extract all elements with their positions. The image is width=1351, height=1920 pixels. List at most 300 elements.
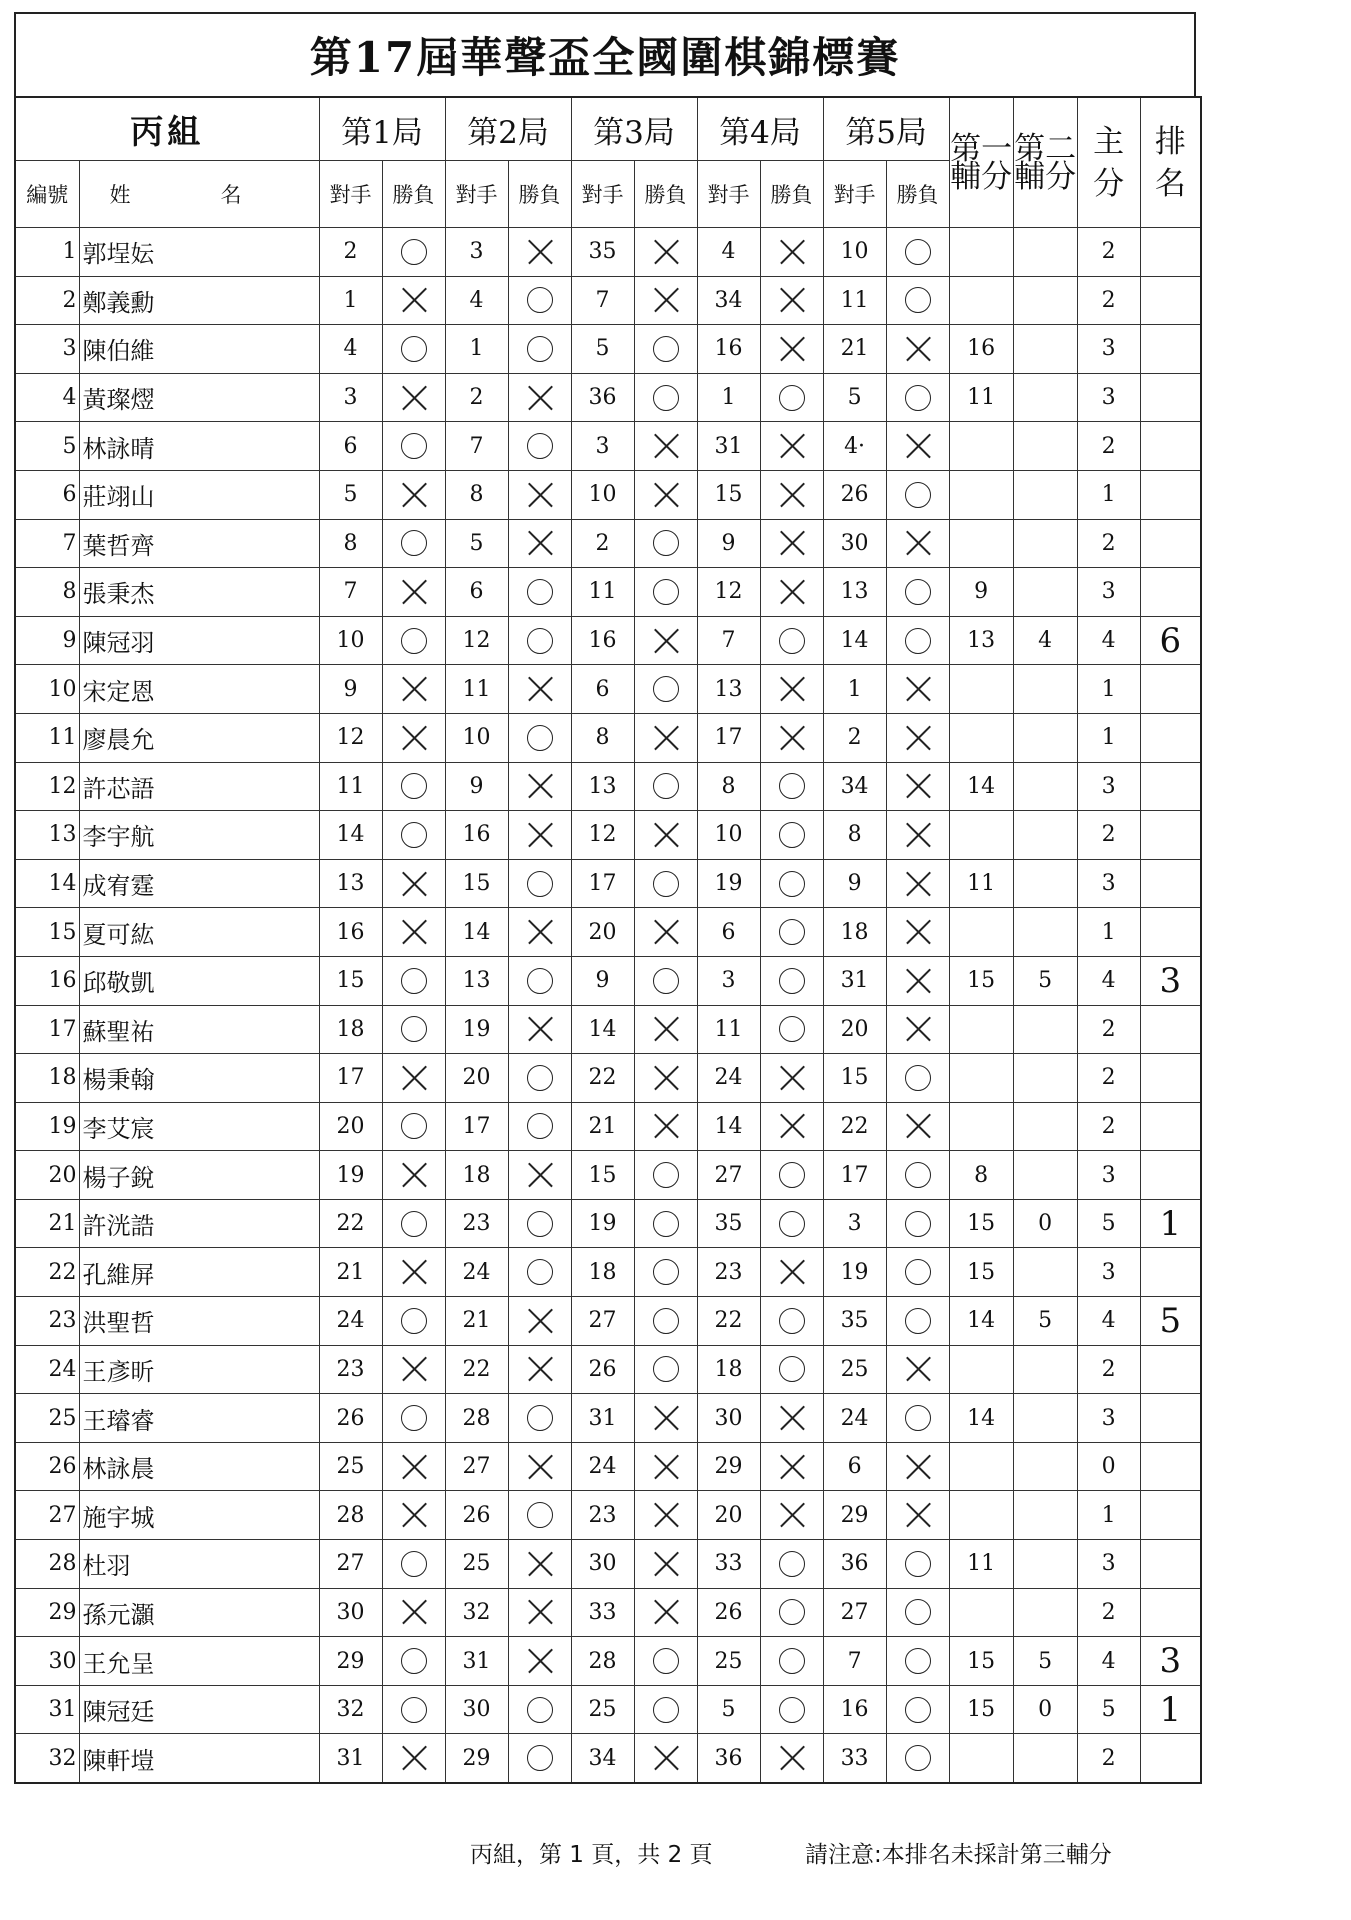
opponent-number: 26 bbox=[319, 1394, 382, 1443]
opponent-number: 31 bbox=[823, 956, 886, 1005]
loss-mark bbox=[760, 713, 823, 762]
tiebreak-1: 16 bbox=[949, 325, 1013, 374]
circle-icon bbox=[905, 1551, 931, 1577]
opponent-number: 26 bbox=[571, 1345, 634, 1394]
win-mark bbox=[760, 859, 823, 908]
circle-icon bbox=[401, 1405, 427, 1431]
circle-icon bbox=[779, 1697, 805, 1723]
win-mark bbox=[634, 1345, 697, 1394]
win-mark bbox=[886, 1297, 949, 1346]
cross-icon bbox=[778, 1404, 806, 1432]
opponent-number: 29 bbox=[445, 1734, 508, 1783]
player-number: 14 bbox=[15, 859, 79, 908]
loss-mark bbox=[508, 1297, 571, 1346]
win-mark bbox=[886, 1685, 949, 1734]
opponent-number: 24 bbox=[319, 1297, 382, 1346]
win-mark bbox=[760, 762, 823, 811]
loss-mark bbox=[886, 762, 949, 811]
table-row bbox=[15, 1442, 1201, 1491]
circle-icon bbox=[779, 871, 805, 897]
opponent-number: 18 bbox=[823, 908, 886, 957]
opponent-number: 13 bbox=[319, 859, 382, 908]
loss-mark bbox=[634, 228, 697, 277]
cross-icon bbox=[904, 335, 932, 363]
opponent-header: 對手 bbox=[319, 161, 382, 228]
cross-icon bbox=[778, 1064, 806, 1092]
opponent-number: 13 bbox=[823, 568, 886, 617]
circle-icon bbox=[779, 968, 805, 994]
opponent-number: 33 bbox=[571, 1588, 634, 1637]
opponent-number: 6 bbox=[571, 665, 634, 714]
circle-icon bbox=[905, 385, 931, 411]
opponent-number: 10 bbox=[445, 713, 508, 762]
cross-icon bbox=[778, 432, 806, 460]
opponent-number: 15 bbox=[571, 1151, 634, 1200]
opponent-number: 6 bbox=[319, 422, 382, 471]
cross-icon bbox=[652, 481, 680, 509]
circle-icon bbox=[401, 822, 427, 848]
player-number: 12 bbox=[15, 762, 79, 811]
circle-icon bbox=[527, 968, 553, 994]
player-number: 3 bbox=[15, 325, 79, 374]
loss-mark bbox=[886, 811, 949, 860]
header-row-1 bbox=[15, 97, 1201, 161]
loss-mark bbox=[760, 1442, 823, 1491]
main-score: 1 bbox=[1077, 908, 1140, 957]
opponent-number: 16 bbox=[571, 616, 634, 665]
circle-icon bbox=[779, 1308, 805, 1334]
tiebreak-1 bbox=[949, 811, 1013, 860]
table-row bbox=[15, 811, 1201, 860]
table-row bbox=[15, 1734, 1201, 1783]
rank-header: 排 名 bbox=[1140, 97, 1201, 228]
tiebreak-1: 15 bbox=[949, 1199, 1013, 1248]
opponent-number: 24 bbox=[697, 1054, 760, 1103]
win-mark bbox=[382, 1685, 445, 1734]
cross-icon bbox=[526, 1015, 554, 1043]
tiebreak-2 bbox=[1013, 373, 1077, 422]
opponent-number: 11 bbox=[319, 762, 382, 811]
cross-icon bbox=[526, 1453, 554, 1481]
opponent-number: 14 bbox=[445, 908, 508, 957]
main-score: 2 bbox=[1077, 1734, 1140, 1783]
main-score: 2 bbox=[1077, 276, 1140, 325]
result-header: 勝負 bbox=[382, 161, 445, 228]
loss-mark bbox=[760, 1734, 823, 1783]
player-number: 10 bbox=[15, 665, 79, 714]
cross-icon bbox=[400, 1258, 428, 1286]
player-number: 11 bbox=[15, 713, 79, 762]
win-mark bbox=[634, 1297, 697, 1346]
win-mark bbox=[634, 519, 697, 568]
cross-icon bbox=[778, 481, 806, 509]
tiebreak-2 bbox=[1013, 713, 1077, 762]
opponent-number: 22 bbox=[823, 1102, 886, 1151]
win-mark bbox=[382, 1199, 445, 1248]
win-mark bbox=[508, 859, 571, 908]
table-row bbox=[15, 470, 1201, 519]
opponent-number: 1 bbox=[319, 276, 382, 325]
circle-icon bbox=[779, 1162, 805, 1188]
player-name: 王彥昕 bbox=[79, 1345, 319, 1394]
cross-icon bbox=[904, 675, 932, 703]
rank bbox=[1140, 373, 1201, 422]
loss-mark bbox=[760, 1248, 823, 1297]
opponent-number: 10 bbox=[571, 470, 634, 519]
loss-mark bbox=[382, 276, 445, 325]
opponent-number: 11 bbox=[823, 276, 886, 325]
cross-icon bbox=[652, 918, 680, 946]
win-mark bbox=[382, 811, 445, 860]
win-mark bbox=[760, 616, 823, 665]
player-number: 18 bbox=[15, 1054, 79, 1103]
loss-mark bbox=[886, 908, 949, 957]
opponent-number: 5 bbox=[697, 1685, 760, 1734]
circle-icon bbox=[779, 628, 805, 654]
opponent-number: 19 bbox=[823, 1248, 886, 1297]
opponent-number: 9 bbox=[445, 762, 508, 811]
cross-icon bbox=[400, 675, 428, 703]
table-row bbox=[15, 422, 1201, 471]
cross-icon bbox=[652, 286, 680, 314]
loss-mark bbox=[634, 713, 697, 762]
opponent-number: 28 bbox=[571, 1637, 634, 1686]
table-row bbox=[15, 1297, 1201, 1346]
loss-mark bbox=[382, 1734, 445, 1783]
circle-icon bbox=[905, 1065, 931, 1091]
rank bbox=[1140, 276, 1201, 325]
cross-icon bbox=[400, 384, 428, 412]
opponent-number: 32 bbox=[319, 1685, 382, 1734]
player-name: 許芯語 bbox=[79, 762, 319, 811]
main-score: 4 bbox=[1077, 1297, 1140, 1346]
circle-icon bbox=[779, 1356, 805, 1382]
circle-icon bbox=[653, 1211, 679, 1237]
rank bbox=[1140, 1394, 1201, 1443]
tiebreak-2: 5 bbox=[1013, 956, 1077, 1005]
opponent-number: 21 bbox=[445, 1297, 508, 1346]
cross-icon bbox=[400, 1453, 428, 1481]
main-score: 2 bbox=[1077, 1102, 1140, 1151]
player-number: 5 bbox=[15, 422, 79, 471]
opponent-number: 2 bbox=[319, 228, 382, 277]
opponent-number: 26 bbox=[445, 1491, 508, 1540]
tiebreak-1 bbox=[949, 228, 1013, 277]
player-number: 23 bbox=[15, 1297, 79, 1346]
loss-mark bbox=[886, 1005, 949, 1054]
opponent-number: 33 bbox=[697, 1540, 760, 1589]
opponent-number: 16 bbox=[319, 908, 382, 957]
rank bbox=[1140, 859, 1201, 908]
standings-table bbox=[14, 96, 1202, 1784]
opponent-number: 26 bbox=[823, 470, 886, 519]
opponent-number: 4 bbox=[697, 228, 760, 277]
player-name: 廖晨允 bbox=[79, 713, 319, 762]
opponent-number: 18 bbox=[445, 1151, 508, 1200]
win-mark bbox=[886, 470, 949, 519]
table-row bbox=[15, 956, 1201, 1005]
table-row bbox=[15, 568, 1201, 617]
loss-mark bbox=[634, 1588, 697, 1637]
opponent-number: 2 bbox=[445, 373, 508, 422]
round-2-header: 第2局 bbox=[445, 97, 571, 161]
loss-mark bbox=[508, 811, 571, 860]
circle-icon bbox=[905, 1745, 931, 1771]
win-mark bbox=[760, 1637, 823, 1686]
win-mark bbox=[760, 1151, 823, 1200]
circle-icon bbox=[779, 773, 805, 799]
opponent-number: 25 bbox=[319, 1442, 382, 1491]
circle-icon bbox=[905, 1162, 931, 1188]
main-score: 2 bbox=[1077, 422, 1140, 471]
win-mark bbox=[886, 1588, 949, 1637]
player-name: 孔維屏 bbox=[79, 1248, 319, 1297]
opponent-header: 對手 bbox=[445, 161, 508, 228]
player-number: 24 bbox=[15, 1345, 79, 1394]
opponent-number: 9 bbox=[319, 665, 382, 714]
loss-mark bbox=[508, 1345, 571, 1394]
circle-icon bbox=[905, 482, 931, 508]
loss-mark bbox=[886, 1102, 949, 1151]
circle-icon bbox=[905, 579, 931, 605]
win-mark bbox=[634, 1637, 697, 1686]
circle-icon bbox=[401, 1113, 427, 1139]
opponent-number: 19 bbox=[319, 1151, 382, 1200]
opponent-number: 22 bbox=[571, 1054, 634, 1103]
tiebreak-2 bbox=[1013, 1442, 1077, 1491]
win-mark bbox=[634, 1248, 697, 1297]
circle-icon bbox=[527, 1697, 553, 1723]
opponent-number: 19 bbox=[571, 1199, 634, 1248]
win-mark bbox=[886, 1734, 949, 1783]
tiebreak-2 bbox=[1013, 665, 1077, 714]
cross-icon bbox=[652, 1404, 680, 1432]
circle-icon bbox=[401, 968, 427, 994]
cross-icon bbox=[778, 578, 806, 606]
opponent-number: 13 bbox=[445, 956, 508, 1005]
rank bbox=[1140, 908, 1201, 957]
cross-icon bbox=[904, 724, 932, 752]
cross-icon bbox=[904, 821, 932, 849]
win-mark bbox=[634, 859, 697, 908]
cross-icon bbox=[400, 724, 428, 752]
player-name: 王允呈 bbox=[79, 1637, 319, 1686]
cross-icon bbox=[526, 675, 554, 703]
rank: 1 bbox=[1140, 1199, 1201, 1248]
main-score: 3 bbox=[1077, 859, 1140, 908]
opponent-number: 15 bbox=[445, 859, 508, 908]
table-row bbox=[15, 713, 1201, 762]
opponent-number: 31 bbox=[571, 1394, 634, 1443]
table-row bbox=[15, 228, 1201, 277]
tiebreak-2 bbox=[1013, 762, 1077, 811]
opponent-number: 3 bbox=[445, 228, 508, 277]
circle-icon bbox=[653, 773, 679, 799]
opponent-number: 35 bbox=[571, 228, 634, 277]
loss-mark bbox=[886, 1442, 949, 1491]
opponent-number: 16 bbox=[823, 1685, 886, 1734]
circle-icon bbox=[527, 1065, 553, 1091]
table-row bbox=[15, 1248, 1201, 1297]
player-number: 9 bbox=[15, 616, 79, 665]
loss-mark bbox=[634, 1442, 697, 1491]
win-mark bbox=[634, 1199, 697, 1248]
round-3-header: 第3局 bbox=[571, 97, 697, 161]
main-score: 3 bbox=[1077, 1394, 1140, 1443]
loss-mark bbox=[382, 1588, 445, 1637]
circle-icon bbox=[779, 1211, 805, 1237]
opponent-number: 27 bbox=[823, 1588, 886, 1637]
opponent-number: 28 bbox=[445, 1394, 508, 1443]
cross-icon bbox=[400, 1161, 428, 1189]
cross-icon bbox=[400, 1501, 428, 1529]
opponent-number: 13 bbox=[697, 665, 760, 714]
opponent-number: 24 bbox=[571, 1442, 634, 1491]
tiebreak-2 bbox=[1013, 1102, 1077, 1151]
win-mark bbox=[508, 956, 571, 1005]
win-mark bbox=[508, 1394, 571, 1443]
page-indicator: 丙組，第 1 頁，共 2 頁 bbox=[470, 1842, 713, 1868]
circle-icon bbox=[779, 1648, 805, 1674]
player-name: 李宇航 bbox=[79, 811, 319, 860]
tiebreak-2-header: 第二 輔分 bbox=[1013, 97, 1077, 228]
main-score: 3 bbox=[1077, 568, 1140, 617]
player-number: 25 bbox=[15, 1394, 79, 1443]
opponent-number: 22 bbox=[445, 1345, 508, 1394]
cross-icon bbox=[904, 870, 932, 898]
win-mark bbox=[508, 1054, 571, 1103]
circle-icon bbox=[401, 1016, 427, 1042]
cross-icon bbox=[400, 286, 428, 314]
tiebreak-1: 11 bbox=[949, 859, 1013, 908]
rank bbox=[1140, 1491, 1201, 1540]
win-mark bbox=[634, 568, 697, 617]
loss-mark bbox=[508, 373, 571, 422]
cross-icon bbox=[526, 772, 554, 800]
table-row bbox=[15, 1540, 1201, 1589]
opponent-number: 3 bbox=[319, 373, 382, 422]
cross-icon bbox=[904, 967, 932, 995]
win-mark bbox=[382, 1637, 445, 1686]
win-mark bbox=[382, 325, 445, 374]
loss-mark bbox=[382, 1491, 445, 1540]
win-mark bbox=[382, 956, 445, 1005]
opponent-number: 21 bbox=[823, 325, 886, 374]
circle-icon bbox=[653, 579, 679, 605]
win-mark bbox=[886, 228, 949, 277]
tiebreak-2 bbox=[1013, 1151, 1077, 1200]
circle-icon bbox=[653, 1162, 679, 1188]
opponent-number: 24 bbox=[445, 1248, 508, 1297]
loss-mark bbox=[886, 859, 949, 908]
table-row bbox=[15, 616, 1201, 665]
opponent-number: 12 bbox=[445, 616, 508, 665]
rank bbox=[1140, 1005, 1201, 1054]
opponent-number: 20 bbox=[823, 1005, 886, 1054]
tiebreak-1: 11 bbox=[949, 1540, 1013, 1589]
cross-icon bbox=[778, 724, 806, 752]
opponent-number: 5 bbox=[571, 325, 634, 374]
tiebreak-1 bbox=[949, 1588, 1013, 1637]
win-mark bbox=[760, 908, 823, 957]
win-mark bbox=[886, 1248, 949, 1297]
player-name: 陳冠羽 bbox=[79, 616, 319, 665]
opponent-number: 30 bbox=[319, 1588, 382, 1637]
cross-icon bbox=[652, 821, 680, 849]
win-mark bbox=[508, 1491, 571, 1540]
tiebreak-2 bbox=[1013, 325, 1077, 374]
cross-icon bbox=[778, 1112, 806, 1140]
table-row bbox=[15, 908, 1201, 957]
rank bbox=[1140, 1151, 1201, 1200]
circle-icon bbox=[527, 579, 553, 605]
loss-mark bbox=[886, 519, 949, 568]
opponent-header: 對手 bbox=[697, 161, 760, 228]
opponent-number: 25 bbox=[697, 1637, 760, 1686]
opponent-number: 34 bbox=[571, 1734, 634, 1783]
opponent-number: 21 bbox=[571, 1102, 634, 1151]
player-name: 黃璨熤 bbox=[79, 373, 319, 422]
main-score: 2 bbox=[1077, 1054, 1140, 1103]
cross-icon bbox=[904, 1015, 932, 1043]
cross-icon bbox=[526, 821, 554, 849]
win-mark bbox=[634, 325, 697, 374]
opponent-number: 30 bbox=[697, 1394, 760, 1443]
opponent-number: 27 bbox=[697, 1151, 760, 1200]
win-mark bbox=[886, 568, 949, 617]
win-mark bbox=[634, 762, 697, 811]
opponent-number: 4· bbox=[823, 422, 886, 471]
opponent-number: 7 bbox=[697, 616, 760, 665]
tiebreak-1 bbox=[949, 1734, 1013, 1783]
round-5-header: 第5局 bbox=[823, 97, 949, 161]
opponent-number: 3 bbox=[571, 422, 634, 471]
opponent-number: 33 bbox=[823, 1734, 886, 1783]
cross-icon bbox=[904, 529, 932, 557]
loss-mark bbox=[382, 1054, 445, 1103]
cross-icon bbox=[904, 772, 932, 800]
opponent-number: 22 bbox=[697, 1297, 760, 1346]
table-row bbox=[15, 1491, 1201, 1540]
circle-icon bbox=[527, 433, 553, 459]
tiebreak-1: 15 bbox=[949, 1248, 1013, 1297]
cross-icon bbox=[400, 1744, 428, 1772]
opponent-number: 12 bbox=[571, 811, 634, 860]
opponent-number: 15 bbox=[319, 956, 382, 1005]
tiebreak-1: 9 bbox=[949, 568, 1013, 617]
loss-mark bbox=[634, 1734, 697, 1783]
opponent-number: 9 bbox=[697, 519, 760, 568]
opponent-number: 8 bbox=[571, 713, 634, 762]
table-row bbox=[15, 373, 1201, 422]
loss-mark bbox=[760, 665, 823, 714]
win-mark bbox=[634, 665, 697, 714]
opponent-number: 1 bbox=[445, 325, 508, 374]
rank bbox=[1140, 1248, 1201, 1297]
opponent-number: 34 bbox=[697, 276, 760, 325]
table-row bbox=[15, 1199, 1201, 1248]
loss-mark bbox=[508, 1637, 571, 1686]
table-row bbox=[15, 276, 1201, 325]
circle-icon bbox=[401, 628, 427, 654]
opponent-number: 7 bbox=[445, 422, 508, 471]
tiebreak-2: 4 bbox=[1013, 616, 1077, 665]
loss-mark bbox=[382, 1248, 445, 1297]
cross-icon bbox=[652, 238, 680, 266]
opponent-header: 對手 bbox=[823, 161, 886, 228]
win-mark bbox=[382, 1297, 445, 1346]
win-mark bbox=[760, 1685, 823, 1734]
